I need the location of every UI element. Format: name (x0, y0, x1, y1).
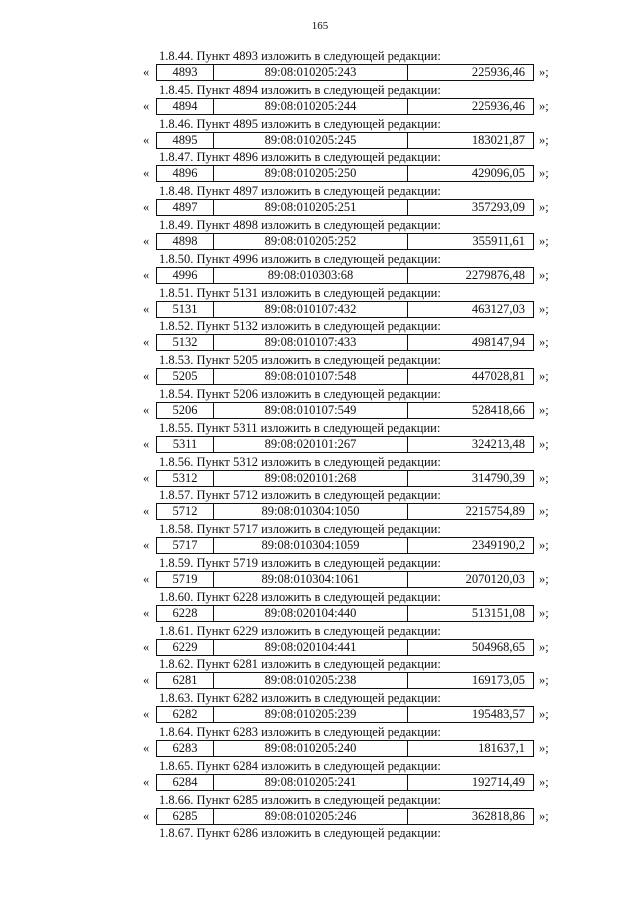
cadastral-value-cell: 429096,05 (471, 166, 525, 181)
amendment-row (0, 740, 640, 757)
amendment-row (0, 267, 640, 284)
closing-quote: »; (539, 335, 549, 350)
cadastral-value-cell: 528418,66 (471, 402, 525, 417)
item-number-cell: 4895 (157, 133, 214, 148)
amendment-table-row (156, 199, 534, 216)
amendment-heading: 1.8.60. Пункт 6228 изложить в следующей редакции: (159, 589, 441, 604)
opening-quote: « (143, 436, 150, 451)
amendment-table-row (156, 267, 534, 284)
amendment-row (0, 503, 640, 520)
opening-quote: « (143, 538, 150, 553)
amendment-heading: 1.8.44. Пункт 4893 изложить в следующей редакции: (159, 49, 441, 63)
amendment-entry (0, 184, 640, 218)
cadastral-number-cell: 89:08:010205:238 (214, 673, 408, 688)
cadastral-number-cell: 89:08:010205:250 (214, 166, 408, 181)
amendment-entry (0, 759, 640, 793)
cadastral-number-cell: 89:08:010304:1061 (214, 572, 408, 587)
amendment-heading: 1.8.58. Пункт 5717 изложить в следующей редакции: (159, 522, 441, 537)
amendment-entry (0, 725, 640, 759)
amendment-entry (0, 319, 640, 353)
amendment-entry (0, 522, 640, 556)
amendment-row (0, 605, 640, 622)
page-number: 165 (311, 20, 329, 32)
amendment-entry (0, 83, 640, 117)
opening-quote: « (143, 98, 150, 113)
amendment-row (0, 301, 640, 318)
closing-quote: »; (539, 132, 549, 147)
amendment-table-row (156, 672, 534, 689)
amendment-entry (0, 353, 640, 387)
closing-quote: »; (539, 673, 549, 688)
amendment-heading: 1.8.53. Пункт 5205 изложить в следующей редакции: (159, 353, 441, 368)
amendment-row (0, 233, 640, 250)
closing-quote: »; (539, 166, 549, 181)
opening-quote: « (143, 740, 150, 755)
amendment-entry (0, 286, 640, 320)
item-number-cell: 4893 (157, 65, 214, 80)
cadastral-value-cell: 504968,65 (471, 639, 525, 654)
closing-quote: »; (539, 98, 549, 113)
item-number-cell: 4896 (157, 166, 214, 181)
opening-quote: « (143, 571, 150, 586)
closing-quote: »; (539, 605, 549, 620)
item-number-cell: 5132 (157, 335, 214, 350)
item-number-cell: 5205 (157, 369, 214, 384)
cadastral-value-cell: 183021,87 (471, 132, 525, 147)
amendment-row (0, 132, 640, 149)
opening-quote: « (143, 335, 150, 350)
amendment-heading: 1.8.54. Пункт 5206 изложить в следующей редакции: (159, 386, 441, 401)
amendment-heading: 1.8.66. Пункт 6285 изложить в следующей редакции: (159, 792, 441, 807)
cadastral-number-cell: 89:08:010205:241 (214, 775, 408, 790)
amendment-entry (0, 49, 640, 83)
cadastral-number-cell: 89:08:020104:441 (214, 640, 408, 655)
amendment-heading: 1.8.62. Пункт 6281 изложить в следующей редакции: (159, 657, 441, 672)
amendment-row (0, 672, 640, 689)
closing-quote: »; (539, 639, 549, 654)
cadastral-value-cell: 169173,05 (471, 673, 525, 688)
opening-quote: « (143, 200, 150, 215)
cadastral-number-cell: 89:08:010205:246 (214, 809, 408, 824)
amendment-heading: 1.8.45. Пункт 4894 изложить в следующей редакции: (159, 82, 441, 97)
amendment-table-row (156, 64, 534, 81)
cadastral-number-cell: 89:08:010205:244 (214, 99, 408, 114)
opening-quote: « (143, 166, 150, 181)
amendment-table-row (156, 334, 534, 351)
item-number-cell: 5719 (157, 572, 214, 587)
amendment-table-row (156, 639, 534, 656)
amendment-table-row (156, 740, 534, 757)
amendment-row (0, 165, 640, 182)
cadastral-value-cell: 513151,08 (471, 605, 525, 620)
cadastral-number-cell: 89:08:010107:432 (214, 302, 408, 317)
opening-quote: « (143, 132, 150, 147)
cadastral-number-cell: 89:08:010107:549 (214, 403, 408, 418)
amendment-heading: 1.8.50. Пункт 4996 изложить в следующей редакции: (159, 251, 441, 266)
amendment-entry (0, 488, 640, 522)
closing-quote: »; (539, 470, 549, 485)
amendment-table-row (156, 436, 534, 453)
amendment-heading: 1.8.64. Пункт 6283 изложить в следующей редакции: (159, 724, 441, 739)
closing-quote: »; (539, 402, 549, 417)
cadastral-number-cell: 89:08:010304:1059 (214, 538, 408, 553)
closing-quote: »; (539, 571, 549, 586)
amendment-table-row (156, 402, 534, 419)
opening-quote: « (143, 301, 150, 316)
amendment-table-row (156, 571, 534, 588)
amendment-heading: 1.8.57. Пункт 5712 изложить в следующей редакции: (159, 488, 441, 503)
amendment-row (0, 334, 640, 351)
amendment-entry (0, 793, 640, 827)
item-number-cell: 6285 (157, 809, 214, 824)
closing-quote: »; (539, 740, 549, 755)
cadastral-value-cell: 2070120,03 (465, 571, 525, 586)
cadastral-number-cell: 89:08:010205:252 (214, 234, 408, 249)
cadastral-value-cell: 498147,94 (471, 335, 525, 350)
amendment-entry (0, 252, 640, 286)
item-number-cell: 4894 (157, 99, 214, 114)
amendment-entry (0, 117, 640, 151)
amendment-table-row (156, 808, 534, 825)
closing-quote: »; (539, 774, 549, 789)
amendment-entry (0, 150, 640, 184)
cadastral-number-cell: 89:08:010205:239 (214, 707, 408, 722)
cadastral-number-cell: 89:08:010304:1050 (214, 504, 408, 519)
amendment-heading: 1.8.56. Пункт 5312 изложить в следующей редакции: (159, 454, 441, 469)
amendment-entry (0, 657, 640, 691)
amendments-list (0, 49, 640, 841)
amendment-heading: 1.8.49. Пункт 4898 изложить в следующей редакции: (159, 217, 441, 232)
amendment-heading: 1.8.52. Пункт 5132 изложить в следующей редакции: (159, 319, 441, 334)
opening-quote: « (143, 402, 150, 417)
closing-quote: »; (539, 808, 549, 823)
closing-quote: »; (539, 65, 549, 79)
item-number-cell: 4898 (157, 234, 214, 249)
cadastral-value-cell: 314790,39 (471, 470, 525, 485)
item-number-cell: 5712 (157, 504, 214, 519)
cadastral-value-cell: 2349190,2 (471, 538, 525, 553)
amendment-table-row (156, 165, 534, 182)
cadastral-value-cell: 192714,49 (471, 774, 525, 789)
item-number-cell: 6283 (157, 741, 214, 756)
amendment-row (0, 706, 640, 723)
opening-quote: « (143, 233, 150, 248)
cadastral-number-cell: 89:08:010107:433 (214, 335, 408, 350)
item-number-cell: 4897 (157, 200, 214, 215)
amendment-heading: 1.8.59. Пункт 5719 изложить в следующей редакции: (159, 555, 441, 570)
cadastral-value-cell: 2279876,48 (465, 267, 525, 282)
opening-quote: « (143, 470, 150, 485)
amendment-row (0, 402, 640, 419)
closing-quote: »; (539, 436, 549, 451)
cadastral-value-cell: 447028,81 (471, 369, 525, 384)
amendment-entry (0, 556, 640, 590)
amendment-table-row (156, 470, 534, 487)
cadastral-number-cell: 89:08:020101:268 (214, 471, 408, 486)
amendment-row (0, 199, 640, 216)
cadastral-number-cell: 89:08:020104:440 (214, 606, 408, 621)
cadastral-number-cell: 89:08:010303:68 (214, 268, 408, 283)
amendment-table-row (156, 706, 534, 723)
amendment-row (0, 368, 640, 385)
item-number-cell: 6281 (157, 673, 214, 688)
cadastral-value-cell: 181637,1 (478, 740, 525, 755)
item-number-cell: 5206 (157, 403, 214, 418)
opening-quote: « (143, 65, 150, 79)
amendment-entry (0, 455, 640, 489)
amendment-table-row (156, 537, 534, 554)
closing-quote: »; (539, 267, 549, 282)
closing-quote: »; (539, 707, 549, 722)
item-number-cell: 6284 (157, 775, 214, 790)
cadastral-number-cell: 89:08:010205:251 (214, 200, 408, 215)
item-number-cell: 6229 (157, 640, 214, 655)
amendment-table-row (156, 233, 534, 250)
amendment-entry (0, 624, 640, 658)
item-number-cell: 5312 (157, 471, 214, 486)
cadastral-value-cell: 195483,57 (471, 707, 525, 722)
amendment-row (0, 774, 640, 791)
cadastral-value-cell: 225936,46 (471, 98, 525, 113)
cadastral-number-cell: 89:08:010205:243 (214, 65, 408, 80)
amendment-row (0, 571, 640, 588)
amendment-heading-last: 1.8.67. Пункт 6286 изложить в следующей редакции: (159, 826, 441, 841)
amendment-table-row (156, 132, 534, 149)
opening-quote: « (143, 707, 150, 722)
amendment-row (0, 98, 640, 115)
item-number-cell: 5131 (157, 302, 214, 317)
amendment-table-row (156, 605, 534, 622)
cadastral-value-cell: 362818,86 (471, 808, 525, 823)
amendment-heading: 1.8.51. Пункт 5131 изложить в следующей редакции: (159, 285, 441, 300)
opening-quote: « (143, 267, 150, 282)
amendment-entry (0, 387, 640, 421)
amendment-heading: 1.8.55. Пункт 5311 изложить в следующей редакции: (159, 420, 441, 435)
amendment-heading: 1.8.48. Пункт 4897 изложить в следующей редакции: (159, 184, 441, 199)
amendment-table-row (156, 368, 534, 385)
amendment-heading: 1.8.47. Пункт 4896 изложить в следующей редакции: (159, 150, 441, 165)
opening-quote: « (143, 504, 150, 519)
cadastral-number-cell: 89:08:010205:240 (214, 741, 408, 756)
amendment-heading: 1.8.61. Пункт 6229 изложить в следующей редакции: (159, 623, 441, 638)
amendment-heading: 1.8.63. Пункт 6282 изложить в следующей редакции: (159, 691, 441, 706)
amendment-heading: 1.8.65. Пункт 6284 изложить в следующей редакции: (159, 758, 441, 773)
amendment-row (0, 64, 640, 81)
cadastral-value-cell: 355911,61 (472, 233, 525, 248)
amendment-table-row (156, 301, 534, 318)
item-number-cell: 4996 (157, 268, 214, 283)
closing-quote: »; (539, 538, 549, 553)
opening-quote: « (143, 369, 150, 384)
cadastral-number-cell: 89:08:010107:548 (214, 369, 408, 384)
item-number-cell: 6282 (157, 707, 214, 722)
amendment-row (0, 639, 640, 656)
closing-quote: »; (539, 233, 549, 248)
opening-quote: « (143, 673, 150, 688)
amendment-table-row (156, 98, 534, 115)
amendment-heading: 1.8.46. Пункт 4895 изложить в следующей редакции: (159, 116, 441, 131)
amendment-table-row (156, 503, 534, 520)
cadastral-value-cell: 2215754,89 (465, 504, 525, 519)
opening-quote: « (143, 774, 150, 789)
amendment-entry (0, 218, 640, 252)
amendment-row (0, 537, 640, 554)
cadastral-value-cell: 357293,09 (471, 200, 525, 215)
amendment-entry (0, 590, 640, 624)
amendment-row (0, 436, 640, 453)
amendment-entry (0, 421, 640, 455)
cadastral-number-cell: 89:08:010205:245 (214, 133, 408, 148)
closing-quote: »; (539, 369, 549, 384)
amendment-row (0, 808, 640, 825)
closing-quote: »; (539, 504, 549, 519)
cadastral-value-cell: 324213,48 (471, 436, 525, 451)
item-number-cell: 5311 (157, 437, 214, 452)
closing-quote: »; (539, 200, 549, 215)
opening-quote: « (143, 639, 150, 654)
amendment-entry (0, 691, 640, 725)
item-number-cell: 5717 (157, 538, 214, 553)
amendment-row (0, 470, 640, 487)
item-number-cell: 6228 (157, 606, 214, 621)
closing-quote: »; (539, 301, 549, 316)
opening-quote: « (143, 808, 150, 823)
cadastral-value-cell: 225936,46 (471, 65, 525, 79)
opening-quote: « (143, 605, 150, 620)
cadastral-number-cell: 89:08:020101:267 (214, 437, 408, 452)
amendment-table-row (156, 774, 534, 791)
cadastral-value-cell: 463127,03 (471, 301, 525, 316)
